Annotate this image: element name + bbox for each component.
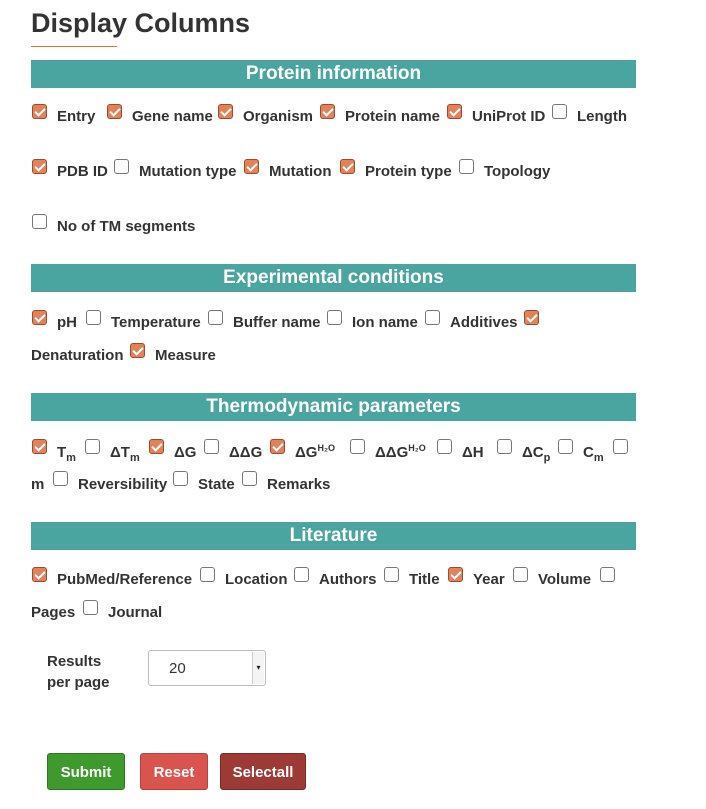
checkbox-box[interactable] [448,567,463,582]
checkbox-uniprot-id[interactable] [447,104,545,125]
checkbox-box[interactable] [32,159,47,174]
checkbox-protein-type[interactable] [340,159,452,180]
results-label-line2: per page [47,674,110,691]
checkbox-box[interactable] [513,567,528,582]
checkbox-label: ΔG [174,444,197,461]
checkbox-label: Entry [57,108,96,125]
checkbox-box[interactable] [85,439,100,454]
checkbox-label: Authors [319,571,377,588]
checkbox-length[interactable] [552,104,627,125]
checkbox-reversibility[interactable] [53,471,167,496]
checkbox-box[interactable] [340,159,355,174]
checkbox-ph[interactable] [32,310,77,331]
checkbox-box[interactable] [32,214,47,229]
checkbox-box[interactable] [218,104,233,119]
checkbox-label: Reversibility [78,476,168,493]
checkbox-label: Location [225,571,288,588]
checkbox-box[interactable] [32,104,47,119]
checkbox-label: Denaturation [31,347,124,364]
checkbox-label: $C_m$ [583,444,604,464]
checkbox-no-of-tm-segments[interactable] [32,214,195,235]
checkbox-gene-name[interactable] [107,104,213,125]
checkbox-label: Measure [155,347,216,364]
checkbox-measure[interactable] [130,343,216,364]
checkbox-pages[interactable] [600,567,615,582]
checkbox-box[interactable] [149,439,164,454]
checkbox-box[interactable] [524,310,539,325]
checkbox-additives[interactable] [425,310,518,331]
section-header-literature: Literature [31,522,636,550]
checkbox-label: ΔΔG [229,444,263,461]
checkbox-label: Protein name [345,108,441,125]
checkbox-label: Journal [108,604,163,621]
checkbox-pdb-id[interactable] [32,159,108,180]
checkbox-year[interactable] [448,567,505,588]
checkbox-box[interactable] [53,471,68,486]
checkbox-label: Temperature [111,314,201,331]
checkbox-pubmed-reference[interactable] [32,567,192,588]
checkbox-box[interactable] [425,310,440,325]
checkbox-box[interactable] [320,104,335,119]
checkbox-m[interactable] [613,439,628,454]
checkbox-denaturation[interactable] [524,310,539,325]
section-header-protein: Protein information [31,60,636,88]
checkbox-label-denaturation [31,343,124,364]
checkbox-box[interactable] [173,471,188,486]
checkbox-label: Ion name [352,314,418,331]
checkbox-box[interactable] [32,567,47,582]
checkbox-label: Gene name [132,108,213,125]
checkbox-label: No of TM segments [57,218,196,235]
checkbox-mutation[interactable] [244,159,331,180]
checkbox-label: $\Delta\Delta G^{H_2O}$ [375,443,426,461]
checkbox-tm[interactable] [32,439,76,464]
checkbox-topology[interactable] [459,159,550,180]
checkbox-box[interactable] [350,439,365,454]
checkbox-label: Volume [538,571,592,588]
checkbox-delta-tm[interactable] [85,439,140,464]
checkbox-label: Organism [243,108,314,125]
checkbox-label: Remarks [267,476,331,493]
checkbox-authors[interactable] [294,567,377,588]
checkbox-delta-g[interactable] [149,439,196,464]
checkbox-label: $T_m$ [57,444,76,464]
checkbox-box[interactable] [107,104,122,119]
checkbox-label: ΔH [462,444,484,461]
section-header-thermodynamic: Thermodynamic parameters [31,393,636,421]
checkbox-remarks[interactable] [242,471,330,496]
checkbox-delta-delta-g-h2o[interactable] [350,439,426,464]
submit-button[interactable]: Submit [47,753,125,790]
checkbox-box[interactable] [200,567,215,582]
checkbox-box[interactable] [497,439,512,454]
checkbox-label-pages [31,600,75,621]
checkbox-box[interactable] [459,159,474,174]
checkbox-box[interactable] [384,567,399,582]
checkbox-box[interactable] [242,471,257,486]
checkbox-temperature[interactable] [86,310,201,331]
checkbox-box[interactable] [327,310,342,325]
checkbox-label: $\Delta T_m$ [110,444,140,464]
checkbox-label: Title [409,571,440,588]
checkbox-box[interactable] [552,104,567,119]
checkbox-label: UniProt ID [472,108,546,125]
checkbox-organism[interactable] [218,104,313,125]
checkbox-state[interactable] [173,471,235,496]
checkbox-box[interactable] [270,439,285,454]
checkbox-label: Protein type [365,163,452,180]
checkbox-box[interactable] [208,310,223,325]
results-per-page-label [47,651,110,693]
page-title: Display Columns [31,8,251,38]
checkbox-box[interactable] [613,439,628,454]
reset-button[interactable]: Reset [140,753,208,790]
checkbox-box[interactable] [130,343,145,358]
title-underline [31,46,117,47]
checkbox-title[interactable] [384,567,440,588]
checkbox-entry[interactable] [32,104,95,125]
checkbox-journal[interactable] [83,600,162,621]
checkbox-label: State [198,476,235,493]
checkbox-label: Buffer name [233,314,321,331]
checkbox-label: Year [473,571,505,588]
checkbox-location[interactable] [200,567,288,588]
checkbox-label: $\Delta C_p$ [522,444,551,464]
checkbox-label: PubMed/Reference [57,571,193,588]
checkbox-delta-h[interactable] [437,439,484,464]
checkbox-label: Topology [484,163,551,180]
checkbox-label: Mutation [269,163,332,180]
section-header-experimental: Experimental conditions [31,264,636,292]
checkbox-delta-delta-g[interactable] [204,439,262,464]
checkbox-box[interactable] [558,439,573,454]
checkbox-box[interactable] [204,439,219,454]
checkbox-box[interactable] [32,310,47,325]
checkbox-label: Length [577,108,627,125]
checkbox-label: m [31,476,45,493]
checkbox-ion-name[interactable] [327,310,418,331]
checkbox-label: Additives [450,314,518,331]
dropdown-arrow-icon[interactable]: ▾ [252,652,264,684]
checkbox-label: Mutation type [139,163,237,180]
checkbox-buffer-name[interactable] [208,310,321,331]
checkbox-box[interactable] [447,104,462,119]
checkbox-box[interactable] [32,439,47,454]
checkbox-box[interactable] [294,567,309,582]
checkbox-label: $\Delta G^{H_2O}$ [295,443,335,461]
results-per-page-value: 20 [169,660,186,677]
checkbox-delta-cp[interactable] [497,439,550,464]
checkbox-volume[interactable] [513,567,591,588]
checkbox-label-m [31,471,44,496]
checkbox-box[interactable] [437,439,452,454]
checkbox-delta-g-h2o[interactable] [270,439,335,464]
results-label-line1: Results [47,653,102,670]
checkbox-box[interactable] [244,159,259,174]
checkbox-label: pH [57,314,77,331]
checkbox-label: Pages [31,604,76,621]
checkbox-box[interactable] [86,310,101,325]
checkbox-cm[interactable] [558,439,604,464]
checkbox-mutation-type[interactable] [114,159,237,180]
checkbox-box[interactable] [114,159,129,174]
checkbox-box[interactable] [83,600,98,615]
selectall-button[interactable]: Selectall [220,753,306,790]
checkbox-box[interactable] [600,567,615,582]
checkbox-label: PDB ID [57,163,108,180]
results-per-page-select[interactable] [148,650,266,686]
checkbox-protein-name[interactable] [320,104,440,125]
